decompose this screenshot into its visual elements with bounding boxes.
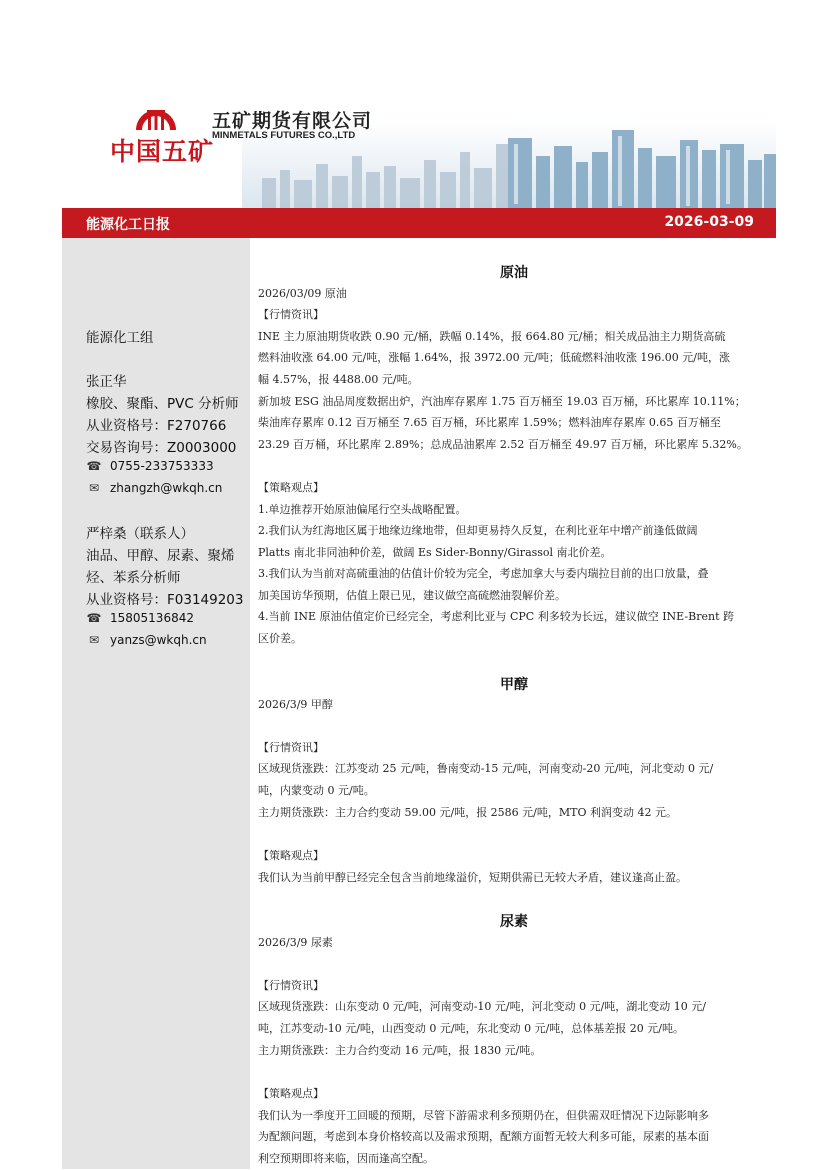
strategy-text: 我们认为一季度开工回暖的预期，尽管下游需求利多预期仍在，但供需双旺情况下边际影响多: [258, 1109, 709, 1122]
mail-icon: ✉: [88, 481, 100, 495]
report-header: [62, 60, 776, 208]
market-label: 【行情资讯】: [258, 979, 324, 992]
company-name-en: MINMETALS FUTURES CO.,LTD: [212, 130, 356, 141]
contact-name: 严梓桑（联系人）: [86, 526, 194, 542]
market-text: 主力期货涨跌：主力合约变动 16 元/吨，报 1830 元/吨。: [258, 1044, 542, 1057]
analyst-phone-number: 0755-233753333: [110, 459, 214, 473]
strategy-text: 4.当前 INE 原油估值定价已经完全，考虑利比亚与 CPC 利多较为长远，建议做空 INE-Brent 跨: [258, 610, 734, 623]
analyst-name: 张正华: [86, 374, 127, 390]
market-text: 主力期货涨跌：主力合约变动 59.00 元/吨，报 2586 元/吨，MTO 利润变动 42 元。: [258, 806, 677, 819]
market-label: 【行情资讯】: [258, 741, 324, 754]
analyst-sidebar: [62, 238, 250, 1169]
dateline: 2026/3/9 甲醇: [258, 698, 333, 711]
analyst-role: 橡胶、聚酯、PVC 分析师: [86, 396, 239, 412]
strategy-label: 【策略观点】: [258, 1087, 324, 1100]
analyst-consult-id: 交易咨询号：Z0003000: [86, 440, 237, 456]
analyst-cert: 从业资格号：F270766: [86, 418, 227, 434]
section-title-crude: 原油: [500, 265, 528, 281]
market-text: 23.29 百万桶，环比累库 2.89%；总成品油累库 2.52 百万桶至 49.97 百万桶，环比累库 5.32%。: [258, 438, 748, 451]
strategy-text: 区价差。: [258, 632, 302, 645]
market-text: 燃料油收涨 64.00 元/吨，涨幅 1.64%，报 3972.00 元/吨；低硫燃料油收涨 196.00 元/吨，涨: [258, 351, 731, 364]
strategy-text: 我们认为当前甲醇已经完全包含当前地缘溢价，短期供需已无较大矛盾，建议逢高止盈。: [258, 871, 687, 884]
report-banner: [62, 208, 776, 238]
mail-icon: ✉: [88, 633, 100, 647]
analyst-email: [86, 481, 222, 495]
strategy-label: 【策略观点】: [258, 849, 324, 862]
contact-email-address[interactable]: yanzs@wkqh.cn: [110, 633, 207, 647]
logo-wordmark: 中国五矿: [110, 137, 215, 166]
market-text: 区域现货涨跌：山东变动 0 元/吨，河南变动-10 元/吨，河北变动 0 元/吨，湖北变动 10 元/: [258, 1000, 707, 1013]
market-text: 吨，江苏变动-10 元/吨，山西变动 0 元/吨，东北变动 0 元/吨，总体基差报 20 元/吨。: [258, 1022, 685, 1035]
market-text: 幅 4.57%，报 4488.00 元/吨。: [258, 373, 419, 386]
phone-icon: ☎: [86, 459, 102, 473]
strategy-text: 为配额问题，考虑到本身价格较高以及需求预期，配额方面暂无较大利多可能，尿素的基本面: [258, 1130, 709, 1143]
minmetals-emblem-icon: [134, 90, 178, 134]
contact-role-line2: 烃、苯系分析师: [86, 570, 181, 586]
market-label: 【行情资讯】: [258, 308, 324, 321]
market-text: 新加坡 ESG 油品周度数据出炉，汽油库存累库 1.75 百万桶至 19.03 百万桶，环比累库 10.11%；: [258, 395, 746, 408]
company-name-cn: 五矿期货有限公司: [212, 110, 373, 132]
contact-cert: 从业资格号：F03149203: [86, 592, 244, 608]
strategy-text: 3.我们认为当前对高硫重油的估值计价较为完全，考虑加拿大与委内瑞拉目前的出口放量，叠: [258, 567, 709, 580]
contact-phone-number: 15805136842: [110, 611, 194, 625]
market-text: 区域现货涨跌：江苏变动 25 元/吨，鲁南变动-15 元/吨，河南变动-20 元/吨，河北变动 0 元/: [258, 762, 714, 775]
strategy-label: 【策略观点】: [258, 481, 324, 494]
contact-email: [86, 633, 207, 647]
dateline: 2026/03/09 原油: [258, 287, 347, 300]
market-text: INE 主力原油期货收跌 0.90 元/桶，跌幅 0.14%，报 664.80 元/桶；相关成品油主力期货高硫: [258, 330, 726, 343]
strategy-text: Platts 南北非同油种价差，做阔 Es Sider-Bonny/Girassol 南北价差。: [258, 546, 612, 559]
dateline: 2026/3/9 尿素: [258, 936, 333, 949]
strategy-text: 加美国访华预期，估值上限已见，建议做空高硫燃油裂解价差。: [258, 589, 566, 602]
market-text: 柴油库存累库 0.12 百万桶至 7.65 百万桶，环比累库 1.59%；燃料油库存累库 0.65 百万桶至: [258, 416, 721, 429]
contact-role-line1: 油品、甲醇、尿素、聚烯: [86, 548, 235, 564]
market-text: 吨，内蒙变动 0 元/吨。: [258, 784, 375, 797]
analyst-phone: [86, 459, 214, 473]
analyst-email-address[interactable]: zhangzh@wkqh.cn: [110, 481, 223, 495]
section-title-methanol: 甲醇: [500, 677, 528, 693]
strategy-text: 1.单边推荐开始原油偏尾行空头战略配置。: [258, 503, 467, 516]
strategy-text: 利空预期即将来临，因而逢高空配。: [258, 1152, 434, 1165]
report-date: 2026-03-09: [664, 214, 754, 230]
contact-phone: [86, 611, 194, 625]
section-title-urea: 尿素: [500, 914, 528, 930]
phone-icon: ☎: [86, 611, 102, 625]
report-title: 能源化工日报: [86, 217, 170, 233]
strategy-text: 2.我们认为红海地区属于地缘边缘地带，但却更易持久反复，在利比亚年中增产前逢低做阔: [258, 524, 698, 537]
team-name: 能源化工组: [86, 330, 154, 346]
